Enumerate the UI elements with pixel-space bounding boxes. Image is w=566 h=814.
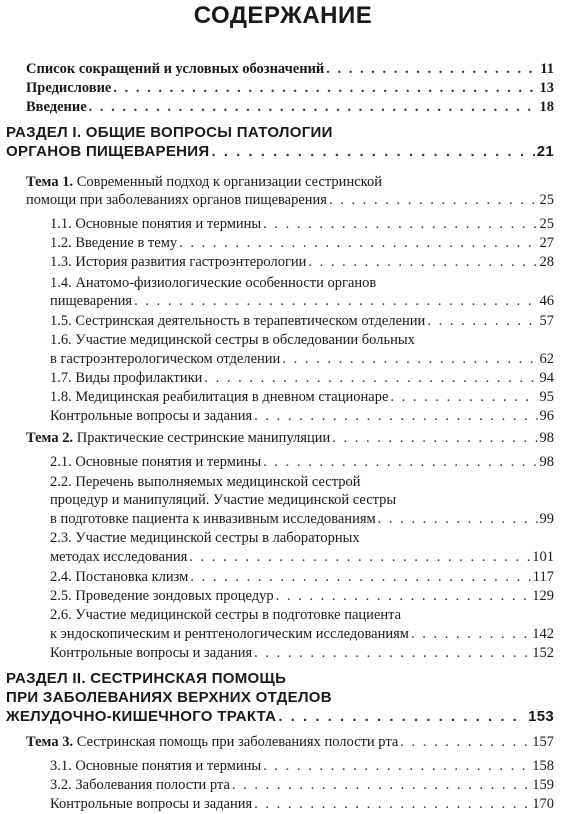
leader-dots <box>89 99 538 116</box>
toc-entry-1-6[interactable] <box>50 351 554 368</box>
tema-label: Тема 2. <box>26 430 74 446</box>
toc-entry-1-8[interactable] <box>50 389 554 406</box>
page-number: 11 <box>540 61 554 77</box>
page-number: 18 <box>539 99 554 115</box>
page-number: 95 <box>539 389 554 405</box>
leader-dots <box>329 192 538 209</box>
toc-entry-section-2[interactable] <box>6 708 554 725</box>
entry-text: 1.1. Основные понятия и термины <box>50 216 262 232</box>
entry-text: 3.2. Заболевания полости рта <box>50 777 230 793</box>
toc-entry-abbreviations[interactable] <box>26 61 554 78</box>
leader-dots <box>400 734 530 751</box>
page-number: 25 <box>539 216 554 232</box>
entry-text: Контрольные вопросы и задания <box>50 408 253 424</box>
leader-dots <box>179 235 537 252</box>
page-number: 98 <box>539 430 554 446</box>
toc-entry-section-1[interactable] <box>6 143 554 160</box>
entry-text: пищеварения <box>50 293 133 309</box>
page-number: 25 <box>539 192 554 208</box>
toc-entry-1-5[interactable] <box>50 313 554 330</box>
entry-text: 1.3. История развития гастроэнтерологии <box>50 254 307 270</box>
page-number: 98 <box>539 454 554 470</box>
tema-title: Практические сестринские манипуляции <box>73 430 331 446</box>
page-number: 28 <box>539 254 554 270</box>
entry-text: Предисловие <box>26 80 112 96</box>
toc-entry-tema-2[interactable] <box>26 430 554 447</box>
toc-entry-preface[interactable] <box>26 80 554 97</box>
page-number: 129 <box>532 588 554 604</box>
entry-text: ЖЕЛУДОЧНО-КИШЕЧНОГО ТРАКТА <box>6 708 277 725</box>
leader-dots <box>263 454 537 471</box>
page-number: 27 <box>539 235 554 251</box>
leader-dots <box>427 313 537 330</box>
entry-text: 1.8. Медицинская реабилитация в дневном стационаре <box>50 389 389 405</box>
entry-text: Введение <box>26 99 87 115</box>
leader-dots <box>378 511 538 528</box>
toc-entry-1-7[interactable] <box>50 370 554 387</box>
page-number: 142 <box>532 626 554 642</box>
entry-text: 1.7. Виды профилактики <box>50 370 203 386</box>
toc-entry-1-4-line1: 1.4. Анатомо-физиологические особенности органов <box>50 275 377 291</box>
tema-label: Тема 3. <box>26 734 74 750</box>
toc-entry-tema-3-questions[interactable] <box>50 796 554 813</box>
page-number: 94 <box>539 370 554 386</box>
entry-text: Контрольные вопросы и задания <box>50 645 253 661</box>
toc-entry-2-5[interactable] <box>50 588 554 605</box>
leader-dots <box>113 80 537 97</box>
toc-entry-2-2[interactable] <box>50 511 554 528</box>
toc-entry-1-4[interactable] <box>50 293 554 310</box>
toc-entry-2-6[interactable] <box>50 626 554 643</box>
page-number: 157 <box>532 734 554 750</box>
leader-dots <box>204 370 537 387</box>
toc-entry-2-2-line1: 2.2. Перечень выполняемых медицинской сестрой <box>50 474 361 490</box>
entry-text: ОРГАНОВ ПИЩЕВАРЕНИЯ <box>6 143 210 160</box>
toc-entry-2-3-line1: 2.3. Участие медицинской сестры в лабораторных <box>50 530 360 546</box>
toc-entry-2-1[interactable] <box>50 454 554 471</box>
entry-text: 2.4. Постановка клизм <box>50 569 189 585</box>
toc-entry-1-1[interactable] <box>50 216 554 233</box>
page-number: 21 <box>536 143 554 160</box>
toc-entry-2-6-line1: 2.6. Участие медицинской сестры в подготовке пациента <box>50 607 402 623</box>
section-2-heading-line2: ПРИ ЗАБОЛЕВАНИЯХ ВЕРХНИХ ОТДЕЛОВ <box>6 689 332 706</box>
toc-entry-1-3[interactable] <box>50 254 554 271</box>
toc-entry-2-4[interactable] <box>50 569 554 586</box>
entry-text: 1.5. Сестринская деятельность в терапевтическом отделении <box>50 313 426 329</box>
toc-entry-tema-1[interactable] <box>26 192 554 209</box>
entry-text: помощи при заболеваниях органов пищеварения <box>26 192 327 208</box>
entry-text: 3.1. Основные понятия и термины <box>50 758 262 774</box>
entry-text <box>26 734 398 751</box>
page-number: 99 <box>539 511 554 527</box>
tema-1-heading-line1 <box>26 174 382 191</box>
page-number: 57 <box>539 313 554 329</box>
entry-text: методах исследования <box>50 549 188 565</box>
leader-dots <box>411 626 530 643</box>
toc-entry-tema-3[interactable] <box>26 734 554 751</box>
leader-dots <box>308 254 537 271</box>
leader-dots <box>190 569 530 586</box>
tema-title: Сестринская помощь при заболеваниях полости рта <box>73 734 399 750</box>
toc-entry-introduction[interactable] <box>26 99 554 116</box>
toc-entry-2-2-line2: процедур и манипуляций. Участие медицинской сестры <box>50 492 397 508</box>
page-number: 101 <box>532 549 554 565</box>
entry-text: к эндоскопическим и рентгенологическим исследованиям <box>50 626 409 642</box>
leader-dots <box>254 408 537 425</box>
leader-dots <box>390 389 537 406</box>
leader-dots <box>326 61 538 78</box>
page-number: 13 <box>539 80 554 96</box>
leader-dots <box>263 216 537 233</box>
toc-entry-tema-1-questions[interactable] <box>50 408 554 425</box>
toc-entry-1-6-line1: 1.6. Участие медицинской сестры в обследовании больных <box>50 332 415 348</box>
leader-dots <box>254 645 530 662</box>
page-number: 96 <box>539 408 554 424</box>
leader-dots <box>211 143 534 160</box>
leader-dots <box>232 777 530 794</box>
tema-title: Современный подход к организации сестринской <box>73 174 382 190</box>
tema-label: Тема 1. <box>26 174 74 190</box>
entry-text <box>26 430 330 447</box>
page-number: 62 <box>539 351 554 367</box>
entry-text: 1.2. Введение в тему <box>50 235 178 251</box>
page-number: 170 <box>532 796 554 812</box>
leader-dots <box>254 796 530 813</box>
toc-entry-1-2[interactable] <box>50 235 554 252</box>
toc-entry-3-1[interactable] <box>50 758 554 775</box>
leader-dots <box>332 430 537 447</box>
entry-text: 2.1. Основные понятия и термины <box>50 454 262 470</box>
toc-entry-tema-2-questions[interactable] <box>50 645 554 662</box>
section-1-heading-line1: РАЗДЕЛ I. ОБЩИЕ ВОПРОСЫ ПАТОЛОГИИ <box>6 124 333 141</box>
page-number: 158 <box>532 758 554 774</box>
section-2-heading-line1: РАЗДЕЛ II. СЕСТРИНСКАЯ ПОМОЩЬ <box>6 670 287 687</box>
leader-dots <box>278 708 526 725</box>
leader-dots <box>263 758 530 775</box>
page-number: 159 <box>532 777 554 793</box>
page-number: 46 <box>539 293 554 309</box>
leader-dots <box>189 549 530 566</box>
entry-text: в гастроэнтерологическом отделении <box>50 351 281 367</box>
page-title: СОДЕРЖАНИЕ <box>193 2 373 29</box>
page-number: 117 <box>532 569 554 585</box>
entry-text: Контрольные вопросы и задания <box>50 796 253 812</box>
leader-dots <box>276 588 531 605</box>
entry-text: 2.5. Проведение зондовых процедур <box>50 588 274 604</box>
leader-dots <box>134 293 537 310</box>
entry-text: в подготовке пациента к инвазивным исследованиям <box>50 511 376 527</box>
page-number: 152 <box>532 645 554 661</box>
toc-entry-2-3[interactable] <box>50 549 554 566</box>
entry-text: Список сокращений и условных обозначений <box>26 61 325 77</box>
page-number: 153 <box>528 708 554 725</box>
toc-entry-3-2[interactable] <box>50 777 554 794</box>
leader-dots <box>282 351 537 368</box>
